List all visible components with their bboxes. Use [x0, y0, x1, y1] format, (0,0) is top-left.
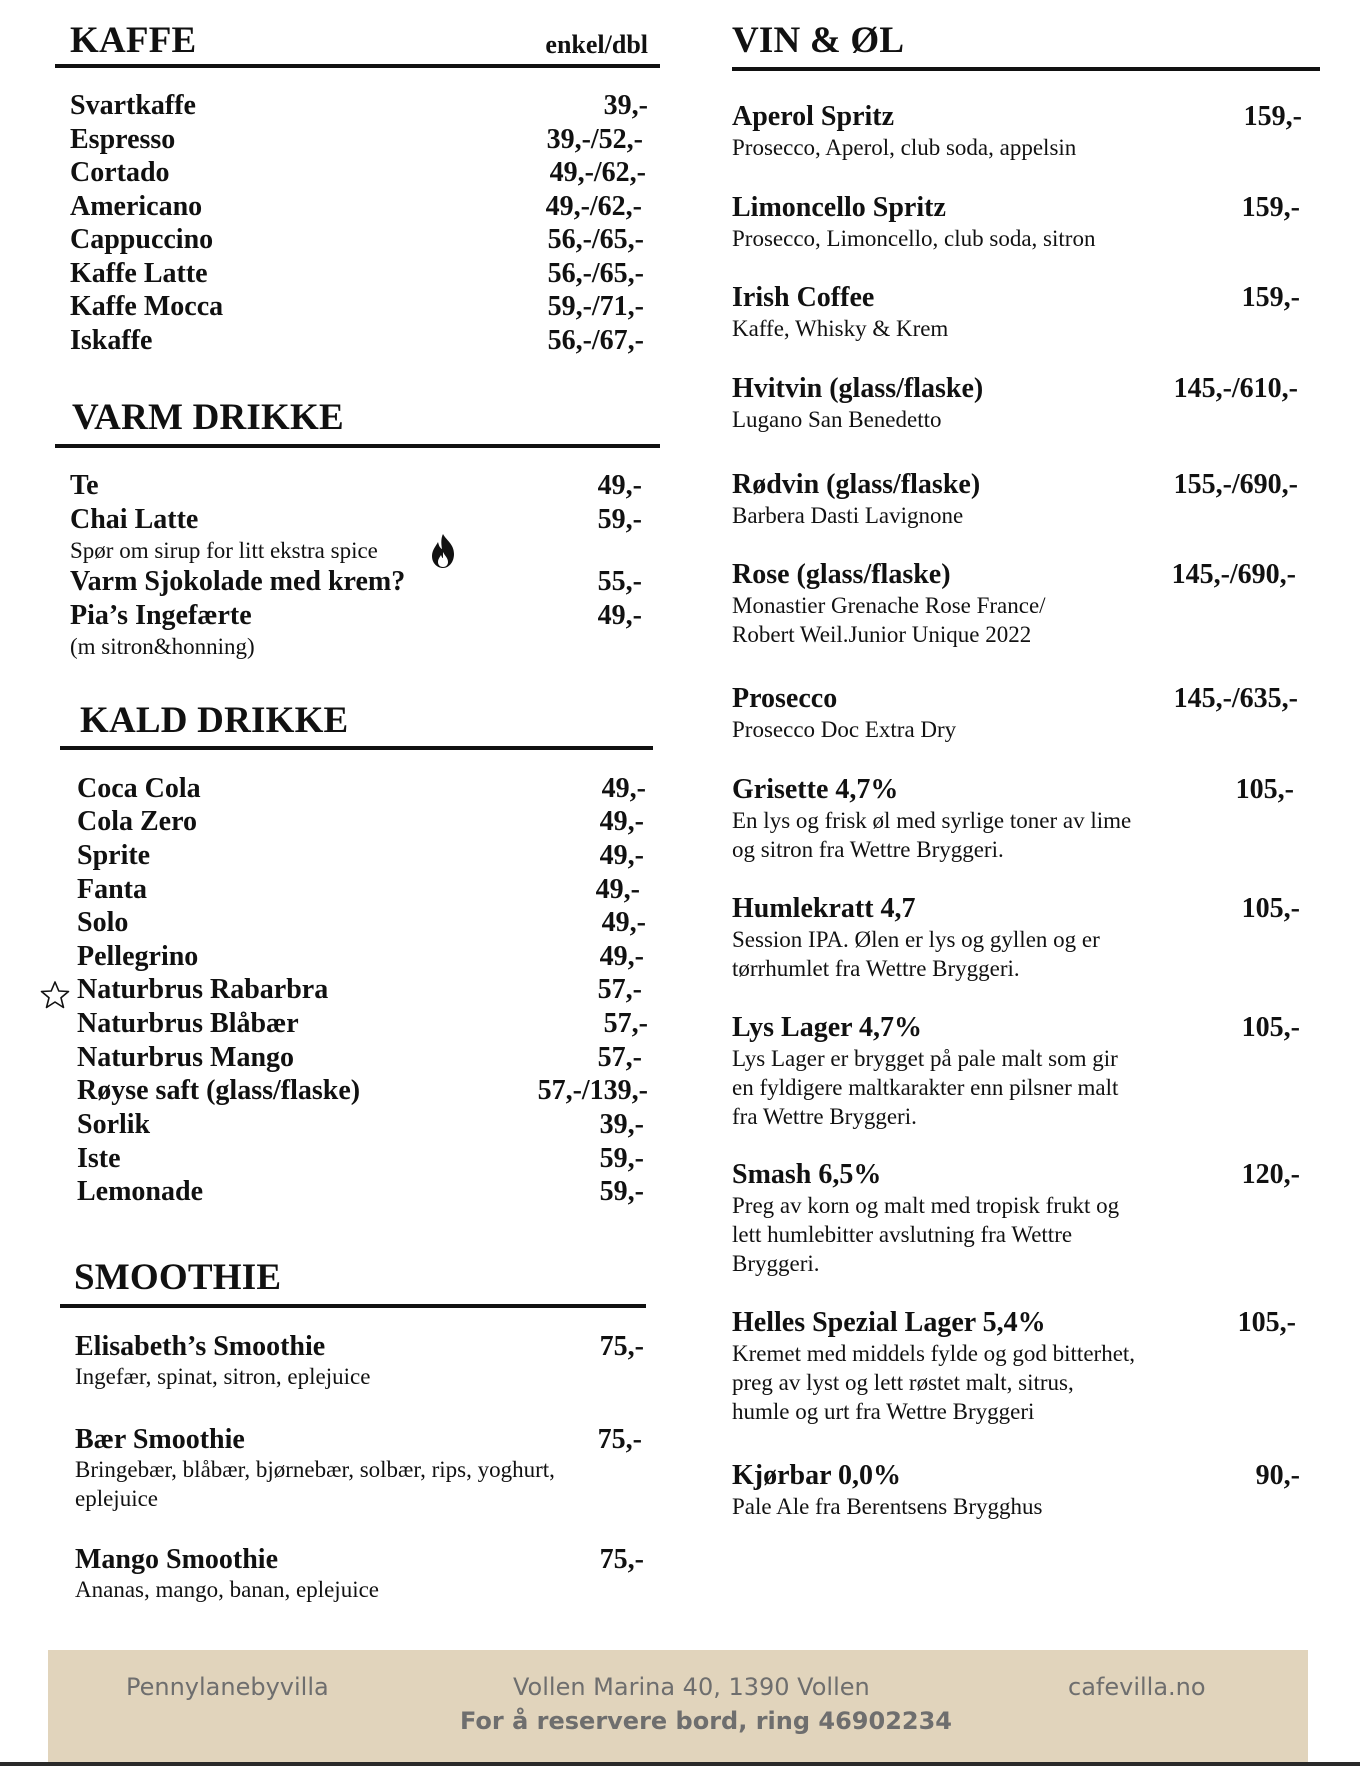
menu-item-description: eplejuice: [75, 1486, 159, 1511]
menu-item-price: 49,-: [601, 907, 646, 938]
star-icon: [40, 980, 70, 1010]
menu-item-price: 39,-/52,-: [546, 124, 643, 155]
menu-item-name: Smash 6,5%: [732, 1159, 882, 1190]
menu-item-name: Cappuccino: [70, 224, 214, 255]
menu-item-description: og sitron fra Wettre Bryggeri.: [732, 837, 1004, 862]
menu-item-price: 49,-: [599, 840, 644, 871]
menu-item-description: Kaffe, Whisky & Krem: [732, 316, 949, 341]
section-divider: [55, 444, 660, 448]
menu-item-description: humle og urt fra Wettre Bryggeri: [732, 1399, 1035, 1424]
menu-item-description: Bryggeri.: [732, 1251, 820, 1276]
menu-item-name: Limoncello Spritz: [732, 192, 946, 223]
menu-item-name: Prosecco: [732, 683, 838, 714]
menu-item-description: Prosecco Doc Extra Dry: [732, 717, 957, 742]
menu-item-name: Chai Latte: [70, 504, 199, 535]
menu-item-price: 145,-/610,-: [1173, 373, 1298, 404]
menu-item-description: preg av lyst og lett røstet malt, sitrus,: [732, 1370, 1074, 1395]
menu-item-description: en fyldigere maltkarakter enn pilsner malt: [732, 1075, 1119, 1100]
menu-item-price: 120,-: [1241, 1159, 1300, 1190]
menu-item-description: Pale Ale fra Berentsens Brygghus: [732, 1494, 1043, 1519]
menu-item-price: 75,-: [599, 1544, 644, 1575]
menu-item-price: 49,-: [599, 806, 644, 837]
menu-item-price: 59,-: [599, 1143, 644, 1174]
menu-item-description: Ananas, mango, banan, eplejuice: [75, 1577, 379, 1602]
menu-item-name: Irish Coffee: [732, 282, 875, 313]
section-title-varm-drikke: VARM DRIKKE: [72, 397, 344, 438]
menu-item-description: Monastier Grenache Rose France/: [732, 593, 1046, 618]
footer-social[interactable]: Pennylanebyvilla: [126, 1673, 329, 1701]
menu-item-description: Spør om sirup for litt ekstra spice: [70, 538, 378, 563]
menu-item-name: Americano: [70, 191, 203, 222]
menu-item-name: Hvitvin (glass/flaske): [732, 373, 984, 404]
menu-item-price: 56,-/65,-: [547, 258, 644, 289]
menu-item-name: Fanta: [77, 874, 147, 905]
menu-item-name: Te: [70, 470, 99, 501]
menu-item-name: Aperol Spritz: [732, 101, 895, 132]
menu-item-name: Sprite: [77, 840, 151, 871]
menu-item-name: Espresso: [70, 124, 176, 155]
menu-item-description: Prosecco, Limoncello, club soda, sitron: [732, 226, 1096, 251]
section-divider: [60, 1304, 646, 1308]
menu-item-description: Preg av korn og malt med tropisk frukt og: [732, 1193, 1120, 1218]
menu-item-name: Kjørbar 0,0%: [732, 1460, 902, 1491]
menu-item-name: Naturbrus Blåbær: [77, 1008, 299, 1039]
section-divider: [55, 64, 660, 68]
menu-item-name: Cortado: [70, 157, 170, 188]
section-divider: [732, 67, 1320, 71]
menu-item-price: 49,-: [597, 470, 642, 501]
menu-item-name: Pellegrino: [77, 941, 199, 972]
menu-item-price: 57,-: [597, 1042, 642, 1073]
section-divider: [60, 746, 653, 750]
menu-item-description: Bringebær, blåbær, bjørnebær, solbær, rips, yoghurt,: [75, 1457, 555, 1482]
menu-item-price: 145,-/635,-: [1173, 683, 1298, 714]
menu-item-price: 59,-: [597, 504, 642, 535]
menu-item-price: 56,-/67,-: [547, 325, 644, 356]
menu-item-name: Iskaffe: [70, 325, 153, 356]
menu-item-description: Barbera Dasti Lavignone: [732, 503, 964, 528]
menu-item-name: Coca Cola: [77, 773, 201, 804]
bottom-border: [0, 1762, 1360, 1766]
menu-item-name: Bær Smoothie: [75, 1424, 245, 1455]
menu-item-description: (m sitron&honning): [70, 634, 255, 659]
menu-item-price: 75,-: [599, 1331, 644, 1362]
menu-item-description: Lugano San Benedetto: [732, 407, 942, 432]
menu-item-price: 59,-: [599, 1176, 644, 1207]
menu-item-price: 159,-: [1241, 192, 1300, 223]
menu-item-name: Røyse saft (glass/flaske): [77, 1075, 361, 1106]
section-title-kald-drikke: KALD DRIKKE: [80, 700, 349, 741]
menu-item-description: Session IPA. Ølen er lys og gyllen og er: [732, 927, 1100, 952]
menu-item-description: Ingefær, spinat, sitron, eplejuice: [75, 1364, 371, 1389]
section-title-kaffe: KAFFE: [70, 20, 197, 61]
menu-item-price: 55,-: [597, 566, 642, 597]
menu-item-name: Lemonade: [77, 1176, 203, 1207]
menu-item-price: 49,-/62,-: [545, 191, 642, 222]
menu-item-price: 56,-/65,-: [547, 224, 644, 255]
footer-website-link[interactable]: cafevilla.no: [1068, 1673, 1206, 1701]
menu-item-price: 57,-: [603, 1008, 648, 1039]
menu-item-name: Kaffe Mocca: [70, 291, 224, 322]
menu-item-name: Sorlik: [77, 1109, 151, 1140]
footer: [48, 1650, 1308, 1766]
menu-item-price: 49,-: [597, 600, 642, 631]
menu-item-price: 105,-: [1237, 1307, 1296, 1338]
menu-item-price: 75,-: [597, 1424, 642, 1455]
menu-item-price: 105,-: [1235, 774, 1294, 805]
menu-item-price: 105,-: [1241, 1012, 1300, 1043]
footer-reservation: For å reservere bord, ring 46902234: [460, 1707, 952, 1735]
menu-item-name: Rødvin (glass/flaske): [732, 469, 981, 500]
menu-item-name: Kaffe Latte: [70, 258, 208, 289]
menu-item-price: 57,-: [597, 974, 642, 1005]
menu-item-name: Grisette 4,7%: [732, 774, 899, 805]
menu-item-price: 57,-/139,-: [537, 1075, 648, 1106]
menu-item-name: Naturbrus Mango: [77, 1042, 295, 1073]
menu-item-name: Lys Lager 4,7%: [732, 1012, 923, 1043]
menu-item-price: 59,-/71,-: [547, 291, 644, 322]
menu-item-description: En lys og frisk øl med syrlige toner av lime: [732, 808, 1132, 833]
kaffe-column-label: enkel/dbl: [545, 30, 648, 59]
menu-item-name: Helles Spezial Lager 5,4%: [732, 1307, 1046, 1338]
menu-item-description: Lys Lager er brygget på pale malt som gir: [732, 1046, 1118, 1071]
menu-item-name: Naturbrus Rabarbra: [77, 974, 329, 1005]
menu-item-description: Prosecco, Aperol, club soda, appelsin: [732, 135, 1077, 160]
menu-item-name: Cola Zero: [77, 806, 198, 837]
menu-item-price: 39,-: [603, 90, 648, 121]
menu-item-name: Elisabeth’s Smoothie: [75, 1331, 326, 1362]
menu-item-name: Humlekratt 4,7: [732, 893, 916, 924]
menu-item-price: 49,-: [595, 874, 640, 905]
flame-icon: [426, 532, 460, 570]
menu-item-price: 145,-/690,-: [1171, 559, 1296, 590]
menu-item-price: 90,-: [1255, 1460, 1300, 1491]
menu-item-name: Rose (glass/flaske): [732, 559, 951, 590]
menu-item-price: 155,-/690,-: [1173, 469, 1298, 500]
menu-item-name: Solo: [77, 907, 129, 938]
menu-item-price: 159,-: [1241, 282, 1300, 313]
menu-item-name: Svartkaffe: [70, 90, 196, 121]
menu-item-description: fra Wettre Bryggeri.: [732, 1104, 917, 1129]
menu-item-price: 49,-: [601, 773, 646, 804]
menu-item-price: 159,-: [1243, 101, 1302, 132]
menu-item-description: lett humlebitter avslutning fra Wettre: [732, 1222, 1073, 1247]
menu-item-name: Pia’s Ingefærte: [70, 600, 252, 631]
menu-item-name: Mango Smoothie: [75, 1544, 278, 1575]
menu-item-price: 105,-: [1241, 893, 1300, 924]
menu-item-price: 49,-/62,-: [549, 157, 646, 188]
menu-item-description: Kremet med middels fylde og god bitterhet,: [732, 1341, 1136, 1366]
menu-item-price: 39,-: [599, 1109, 644, 1140]
section-title-smoothie: SMOOTHIE: [74, 1257, 282, 1298]
section-title-vin-ol: VIN & ØL: [732, 20, 905, 61]
menu-item-description: Robert Weil.Junior Unique 2022: [732, 622, 1032, 647]
footer-address: Vollen Marina 40, 1390 Vollen: [513, 1673, 870, 1701]
menu-item-name: Iste: [77, 1143, 121, 1174]
menu-item-price: 49,-: [599, 941, 644, 972]
menu-item-name: Varm Sjokolade med krem?: [70, 566, 406, 597]
menu-item-description: tørrhumlet fra Wettre Bryggeri.: [732, 956, 1020, 981]
